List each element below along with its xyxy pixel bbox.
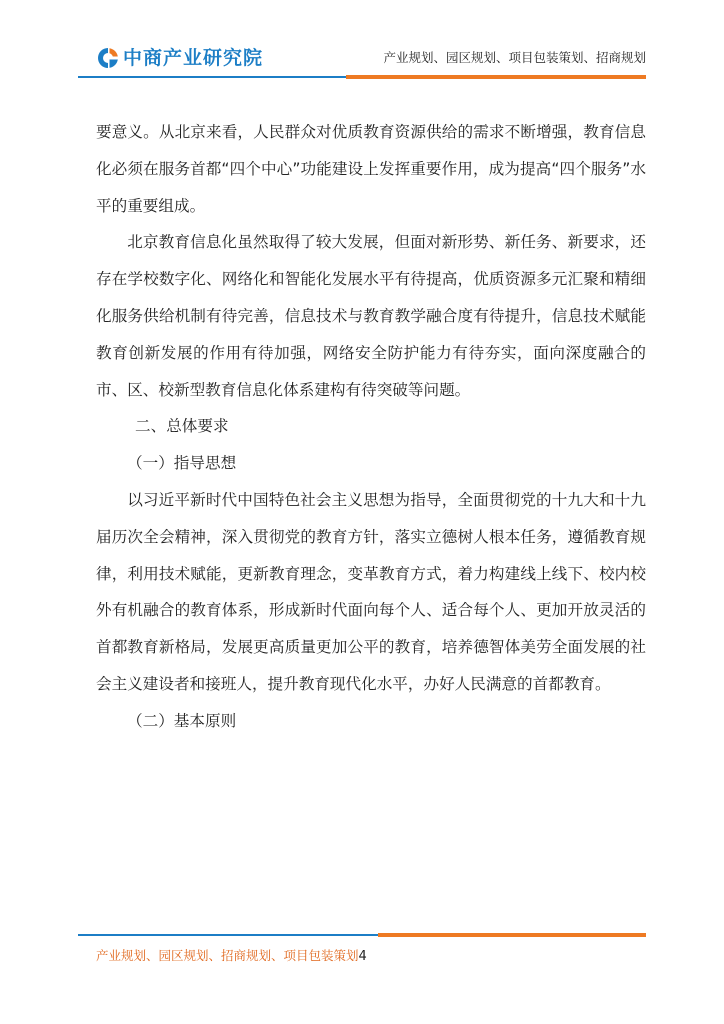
logo-mark-icon — [96, 46, 120, 70]
header-rule-orange — [346, 75, 646, 79]
page-number: 4 — [358, 949, 367, 964]
page-footer — [0, 930, 724, 970]
header-tagline: 产业规划、园区规划、项目包装策划、招商规划 — [383, 50, 646, 65]
page-header — [0, 0, 724, 90]
company-logo — [96, 46, 263, 70]
section-heading: 二、总体要求 — [135, 417, 229, 436]
footer-line — [96, 947, 367, 966]
document-body — [96, 114, 646, 740]
subsection-heading: （一）指导思想 — [127, 454, 237, 473]
paragraph: 北京教育信息化虽然取得了较大发展，但面对新形势、新任务、新要求，还存在学校数字化、网络化和智能化发展水平有待提高，优质资源多元汇聚和精细化服务供给机制有待完善，信息技术与教育教学融合度有待提升，信息技术赋能教育创新发展的作用有待加强，网络安全防护能力有待夯实，面向深度融合的市、区、校新型教育信息化体系建构有待突破等问题。 — [96, 233, 646, 399]
footer-rule-blue — [78, 934, 378, 936]
footer-rule-orange — [378, 933, 646, 937]
paragraph: 以习近平新时代中国特色社会主义思想为指导，全面贯彻党的十九大和十九届历次全会精神，深入贯彻党的教育方针，落实立德树人根本任务，遵循教育规律，利用技术赋能，更新教育理念，变革教育方式，着力构建线上线下、校内校外有机融合的教育体系，形成新时代面向每个人、适合每个人、更加开放灵活的首都教育新格局，发展更高质量更加公平的教育，培养德智体美劳全面发展的社会主义建设者和接班人，提升教育现代化水平，办好人民满意的首都教育。 — [96, 490, 646, 693]
logo-text: 中商产业研究院 — [123, 47, 264, 69]
header-rule-blue — [78, 76, 346, 78]
paragraph: 要意义。从北京来看，人民群众对优质教育资源供给的需求不断增强，教育信息化必须在服务首都“四个中心”功能建设上发挥重要作用，成为提高“四个服务”水平的重要组成。 — [96, 123, 646, 215]
subsection-heading: （二）基本原则 — [127, 711, 237, 730]
footer-tagline: 产业规划、园区规划、招商规划、项目包装策划 — [96, 948, 359, 963]
